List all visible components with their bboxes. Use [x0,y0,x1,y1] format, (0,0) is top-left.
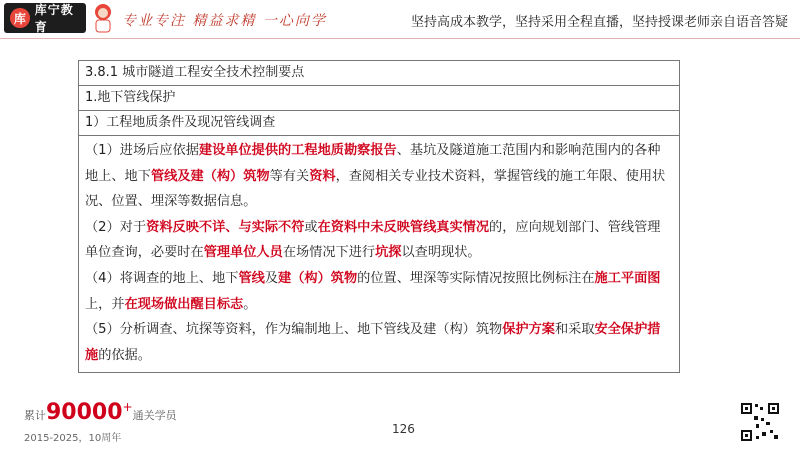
highlight-text: 在现场做出醒目标志 [124,296,244,312]
highlight-text: 在资料中未反映管线真实情况 [317,219,490,235]
body-text: 或 [304,219,318,235]
highlight-text: 建（构）筑物 [278,270,358,286]
highlight-text: 坑探 [375,245,402,261]
paragraph [85,317,673,368]
stat-number: 90000 [46,400,123,425]
mascot-icon [90,2,116,34]
highlight-text: 管理单位人员 [203,245,283,261]
stat-years: 2015-2025，10周年 [24,433,122,444]
highlight-text: 资料 [309,168,336,184]
body-text: （2）对于 [85,219,147,235]
body-text: 以查明现状。 [401,245,481,261]
body-text: 在场情况下进行 [282,245,376,261]
subsection-title: 1.地下管线保护 [79,86,679,111]
page-header [0,0,800,38]
body-text: 及 [264,270,279,286]
tagline: 坚持高成本教学，坚持采用全程直播，坚持授课老师亲自语音答疑 [410,15,788,30]
item-title: 1）工程地质条件及现况管线调查 [79,111,679,136]
section-title: 3.8.1 城市隧道工程安全技术控制要点 [79,61,679,86]
content-body [79,136,679,372]
highlight-text: 安全保护措施 [85,322,661,363]
header-divider [0,38,800,39]
highlight-text: 资料反映不详、与实际不符 [146,219,305,235]
body-text: 的依据。 [98,347,151,363]
body-text: 的，应向规划部门、管线管理单位查询，必要时在 [85,219,661,261]
body-text: ，查阅相关专业技术资料，掌握管线的施工年限、使用状况、位置、埋深等数据信息。 [85,168,666,210]
paragraph [85,215,673,266]
stat-block [24,400,177,425]
body-text: 上，并 [85,296,125,312]
page-number: 126 [392,422,415,436]
body-text: 等有关 [269,168,310,184]
stat-plus: + [122,400,133,414]
body-text: 、基坑及隧道施工范围内和影响范围内的各种地上、地下 [85,143,661,184]
highlight-text: 管线 [238,270,265,286]
slogan: 专业专注 精益求精 一心向学 [122,13,327,29]
logo-mark-icon: 库 [10,8,30,28]
body-text: （1）进场后应依据 [85,143,199,158]
highlight-text: 管线及建（构）筑物 [150,168,270,184]
body-text: 的位置、埋深等实际情况按照比例标注在 [357,270,595,286]
body-text: 和采取 [554,322,595,338]
content-table [78,60,680,373]
brand-logo [4,3,86,33]
qr-code-icon [740,402,780,442]
paragraph [85,138,673,215]
logo-text: 库宁教育 [34,3,74,34]
body-text: 。 [243,296,257,312]
stat-suffix: 通关学员 [132,409,177,422]
highlight-text: 建设单位提供的工程地质勘察报告 [198,143,397,158]
body-text: （4）将调查的地上、地下 [85,270,239,286]
highlight-text: 保护方案 [502,322,555,338]
stat-prefix: 累计 [24,409,46,422]
highlight-text: 施工平面图 [594,270,661,286]
body-text: （5）分析调查、坑探等资料，作为编制地上、地下管线及建（构）筑物 [85,322,503,338]
paragraph [85,266,673,317]
